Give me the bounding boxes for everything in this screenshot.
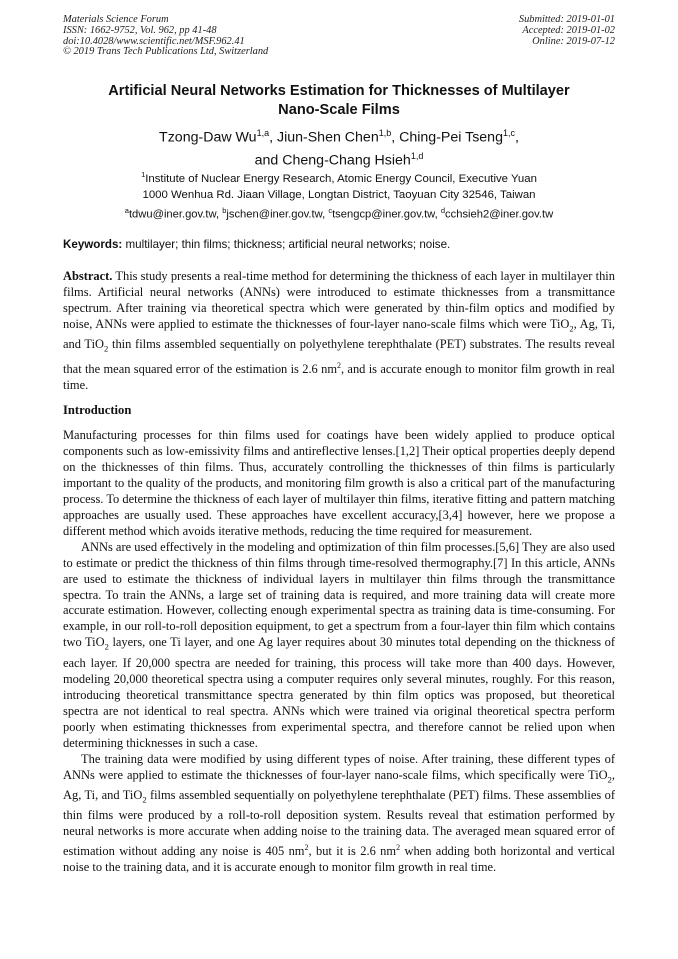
email-link[interactable]: tsengcp@iner.gov.tw (332, 208, 435, 221)
author-name: Ching-Pei Tseng (399, 129, 503, 146)
paragraph (63, 752, 615, 877)
abstract (63, 269, 615, 394)
email-link[interactable]: tdwu@iner.gov.tw (128, 208, 216, 221)
submitted-date: Submitted: 2019-01-01 (518, 14, 615, 25)
subscript: 2 (569, 323, 574, 334)
keywords-label: Keywords: (63, 238, 123, 251)
affiliation-line-2: 1000 Wenhua Rd. Jiaan Village, Longtan District, Taoyuan City 32546, Taiwan (142, 188, 536, 201)
email-link[interactable]: cchsieh2@iner.gov.tw (445, 208, 554, 221)
author-affiliation-mark: 1,d (410, 151, 424, 162)
paragraph-text: films assembled sequentially on polyethylene terephthalate (PET) films. These assemblies of thin films were produced by a roll-to-roll deposition system. Results reveal that estimation performed by neural networks is more accurate when adding noise to the training data. The averaged mean squared error of estimation without adding any noise is 405 nm (63, 787, 615, 859)
author-name: Tzong-Daw Wu (159, 129, 257, 146)
abstract-text: This study presents a real-time method for determining the thickness of each layer in multilayer thin films. Artificial neural networks (ANNs) were introduced to estimate thicknesses from a transmittance spectrum. After training via theoretical spectra which were generated by thin-film optics and modified by noise, ANNs were applied to estimate the thicknesses of four-layer nano-scale films which were TiO (63, 269, 615, 331)
paragraph-text: layers, one Ti layer, and one Ag layer requires about 30 minutes total depending on the thickness of each layer. If 20,000 spectra are needed for training, this process will take more than 400 days. However, modeling 20,000 theoretical spectra using a computer requires only several minutes, roughly. For this reason, introducing theoretical transmittance spectra generated by thin film optics was proposed, but theoretical spectra are not identical to real spectra. ANNs which were trained via original theoretical spectra perform poorly when estimating thicknesses from experimental spectra, and therefore cannot be relied upon when determining thicknesses in such a case. (63, 635, 615, 750)
issn: ISSN: 1662-9752, Vol. 962, pp 41-48 (63, 24, 217, 36)
paragraph-text: ANNs are used effectively in the modeling and optimization of thin film processes.[5,6] They are also used to estimate or predict the thickness of thin films through time-resolved thermography.[7] In this article, ANNs are used to estimate the thickness of individual layers in multilayer thin films through the transmittance spectra. To train the ANNs, a large set of training data is required, and more training data will create more accurate estimation. However, collecting enough experimental spectra as training data is time-consuming. For example, in our roll-to-roll deposition equipment, to get a spectrum from a four-layer thin film which contains two TiO (63, 539, 615, 650)
abstract-label: Abstract. (63, 269, 113, 283)
title-line-2: Nano-Scale Films (278, 101, 400, 118)
journal-header (63, 15, 268, 58)
keywords-text: multilayer; thin films; thickness; artificial neural networks; noise. (125, 238, 451, 251)
paragraph (63, 540, 615, 752)
paragraph-text: , but it is 2.6 nm (308, 844, 397, 859)
section-heading: Introduction (63, 403, 132, 417)
paragraph: Manufacturing processes for thin films used for coatings have been widely applied to produce optical components such as low-emissivity films and antireflective lenses.[1,2] Their optical properties deeply depend on the thicknesses of thin films. Thus, accurately controlling the thicknesses of thin films is particularly important to the quality of the products, and monitoring film growth is also a critical part of the manufacturing process. To determine the thickness of each layer of multilayer thin films, iterative fitting and pattern matching approaches are usually used. These approaches have excellent accuracy,[3,4] however, here we propose a different method which avoids iterative methods, reducing the time required for measurement. (63, 428, 615, 538)
author-name: Jiun-Shen Chen (276, 129, 379, 146)
affiliation-mark: 1 (141, 170, 146, 179)
author-affiliation-mark: 1,b (378, 128, 392, 138)
paper-title (40, 82, 638, 119)
email-mark: a (124, 206, 129, 215)
affiliation-line-1: Institute of Nuclear Energy Research, Atomic Energy Council, Executive Yuan (145, 172, 537, 185)
subscript: 2 (104, 641, 109, 652)
superscript: 2 (304, 843, 309, 853)
keywords (63, 237, 615, 252)
abstract-text: thin films assembled sequentially on polyethylene terephthalate (PET) substrates. The results reveal that the mean squared error of the estimation is 2.6 nm (63, 337, 615, 376)
title-line-1: Artificial Neural Networks Estimation for Thicknesses of Multilayer (108, 83, 570, 99)
subscript: 2 (607, 773, 612, 784)
abstract-text: , Ag, Ti, and TiO (63, 316, 616, 352)
subscript: 2 (104, 343, 109, 354)
email-link[interactable]: jschen@iner.gov.tw (226, 208, 323, 221)
author-conjunction: and (254, 152, 279, 169)
author-list: Tzong-Daw Wu$^{1,a}$, Jiun-Shen Chen$^{1,b}$, Ching-Pei Tseng$^{1,c}$, and Cheng-Chang Hsieh$^{1,d}$ (159, 128, 519, 169)
paragraph-text: The training data were modified by using different types of noise. After training, these different types of ANNs were applied to estimate the thicknesses of four-layer nano-scale films, which specifically were TiO (63, 751, 615, 782)
email-mark: b (222, 206, 227, 215)
superscript: 2 (396, 843, 401, 853)
superscript: 2 (337, 360, 341, 370)
abstract-text: , and is accurate enough to monitor film growth in real time. (63, 361, 615, 392)
author-affiliation-mark: 1,a (256, 128, 270, 138)
doi[interactable]: doi:10.4028/www.scientific.net/MSF.962.41 (63, 35, 245, 47)
email-list: $^a$tdwu@iner.gov.tw, $^b$jschen@iner.gov.tw, $^c$tsengcp@iner.gov.tw, $^d$cchsieh2@iner.gov.tw (124, 206, 554, 221)
paragraph-text: , Ag, Ti, and TiO (63, 767, 615, 802)
copyright: © 2019 Trans Tech Publications Ltd, Switzerland (63, 46, 269, 58)
affiliation (40, 167, 638, 203)
introduction (63, 428, 615, 876)
author-name: Cheng-Chang Hsieh (282, 152, 411, 169)
accepted-date: Accepted: 2019-01-02 (522, 24, 615, 36)
dates-header (519, 15, 615, 47)
email-mark: d (440, 206, 446, 215)
paragraph-text: when adding both horizontal and vertical noise to the training data, and it is accurate enough to monitor film growth in real time. (63, 844, 615, 875)
online-date: Online: 2019-07-12 (532, 35, 615, 47)
email-mark: c (328, 206, 333, 215)
subscript: 2 (142, 794, 147, 805)
author-affiliation-mark: 1,c (502, 128, 515, 138)
journal-name: Materials Science Forum (63, 14, 169, 25)
